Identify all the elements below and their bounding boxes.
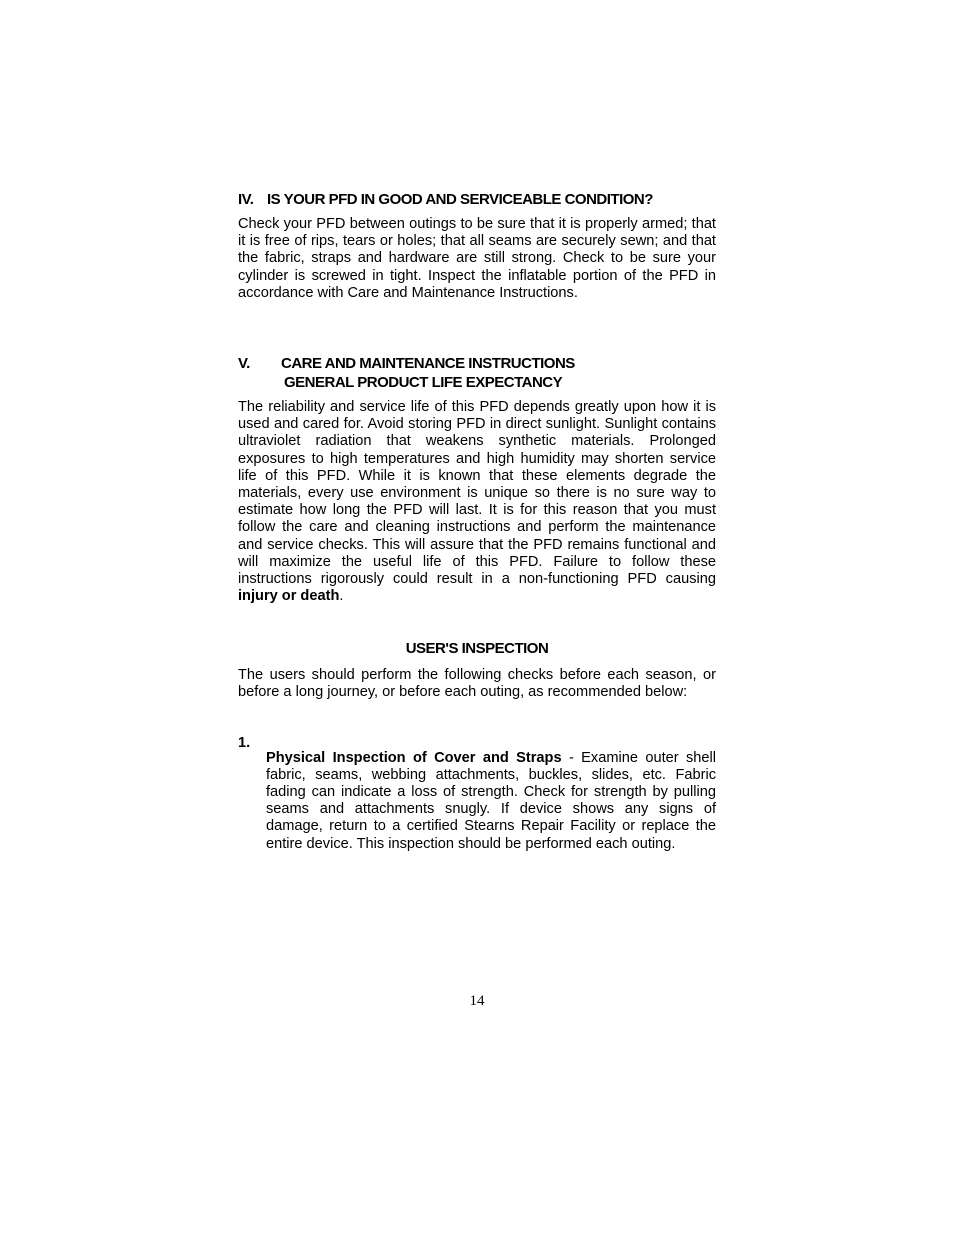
section-4-title: IS YOUR PFD IN GOOD AND SERVICEABLE CONDITION? xyxy=(267,191,653,208)
page-number: 14 xyxy=(469,993,485,1009)
inspection-item-1 xyxy=(238,735,716,867)
section-4-body: Check your PFD between outings to be sure that it is properly armed; that it is free of rips, tears or holes; that all seams are securely sewn; and that the fabric, straps and hardware are still strong. Check to be sure your cylinder is screwed in tight. Inspect the inflatable portion of the PFD in accordance with Care and Maintenance Instructions. xyxy=(238,216,716,301)
section-5-body-text: The reliability and service life of this PFD depends greatly upon how it is used and cared for. Avoid storing PFD in direct sunlight. Sunlight contains ultraviolet radiation that weakens synthetic materials. Prolonged exposures to high temperatures and high humidity may shorten service life of this PFD. While it is known that these elements degrade the materials, every use environment is unique so there is no sure way to estimate how long the PFD will last. It is for this reason that you must follow the care and cleaning instructions and perform the maintenance and service checks. This will assure that the PFD remains functional and will maximize the useful life of this PFD. Failure to follow these instructions rigorously could result in a non-functioning PFD causing xyxy=(238,399,716,588)
inspection-item-number: 1. xyxy=(238,735,251,751)
inspection-item-description: - Examine outer shell fabric, seams, webbing attachments, buckles, slides, etc. Fabric fading can indicate a loss of strength. Check for strength by pulling seams and attachments snugly. If device shows any signs of damage, return to a certified Stearns Repair Facility or replace the entire device. This inspection should be performed each outing. xyxy=(266,749,716,852)
users-inspection-heading: USER'S INSPECTION xyxy=(405,640,549,657)
section-4-number: IV. xyxy=(238,191,254,208)
section-5-body-warning: injury or death xyxy=(238,588,340,605)
section-5-body-end: . xyxy=(339,588,344,605)
section-5-title: CARE AND MAINTENANCE INSTRUCTIONS xyxy=(281,355,575,372)
section-5-body xyxy=(238,399,716,605)
section-5-subtitle: GENERAL PRODUCT LIFE EXPECTANCY xyxy=(284,374,563,391)
inspection-item-text xyxy=(266,750,716,853)
users-inspection-body: The users should perform the following checks before each season, or before a long journey, or before each outing, as recommended below: xyxy=(238,667,716,701)
inspection-item-title: Physical Inspection of Cover and Straps xyxy=(266,749,562,766)
section-4-heading xyxy=(238,190,716,209)
section-5-heading xyxy=(238,354,716,373)
section-5-number: V. xyxy=(238,355,250,372)
